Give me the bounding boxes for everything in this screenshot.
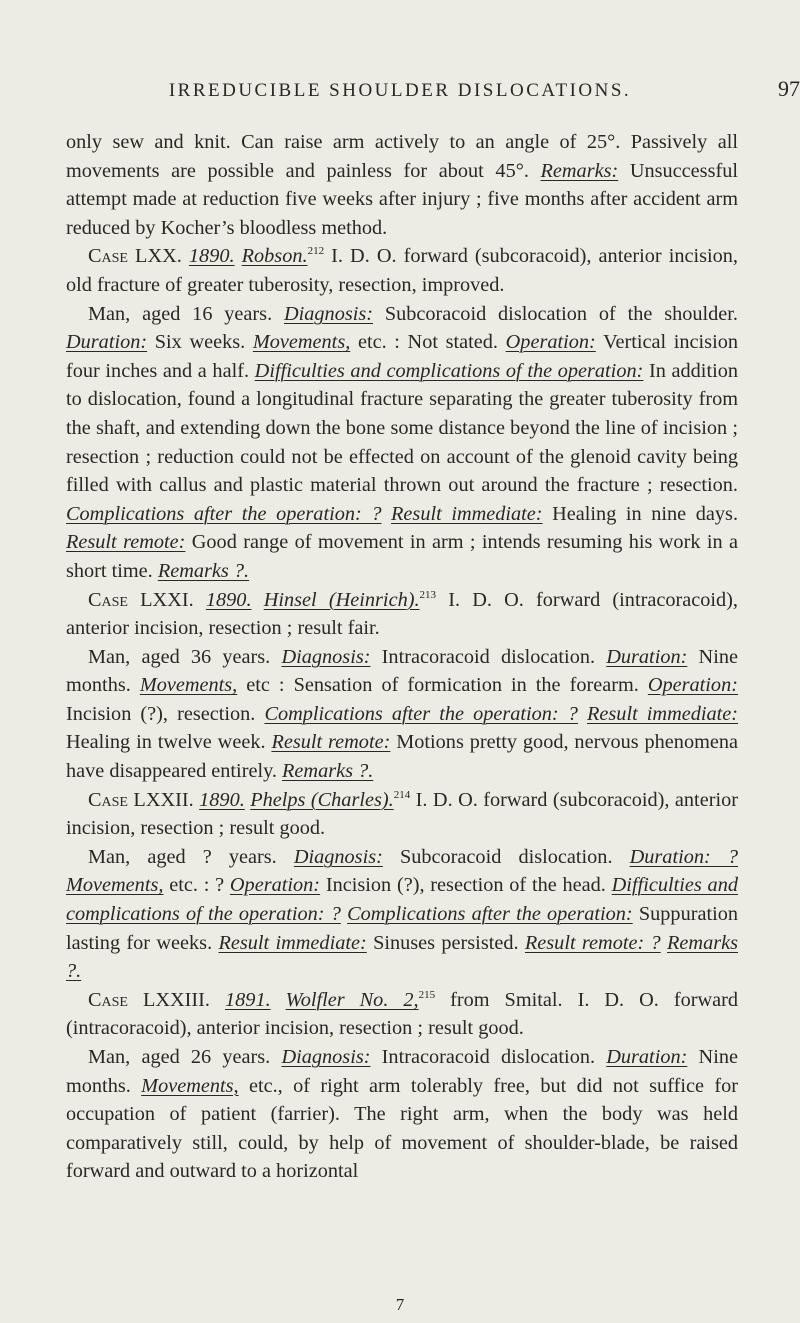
case-label: Case LXX. bbox=[88, 245, 182, 268]
movements-text: etc., of right arm tolerably free, but did not suffice for occupation of patient (farrier). The right arm, when the body was held comparatively still, could, by help of movement of shoulder-blade, be raised forward and outward to a horizontal bbox=[66, 1074, 738, 1183]
case-71-details bbox=[66, 643, 738, 786]
remarks-label: Remarks ?. bbox=[66, 931, 739, 983]
case-70-details bbox=[66, 300, 738, 586]
page-number: 97 bbox=[778, 76, 800, 101]
result-immediate-text: Healing in twelve week. bbox=[66, 731, 272, 754]
result-remote-text: Good range of movement in arm ; intends resuming his work in a short time. bbox=[66, 531, 738, 582]
movements-text: etc. : Not stated. bbox=[350, 331, 506, 354]
result-immediate-label: Result immediate: bbox=[391, 502, 543, 525]
duration-text: Six weeks. bbox=[147, 331, 253, 354]
case-title: I. D. O. forward (intracoracoid), anterior incision, resection ; result fair. bbox=[66, 588, 738, 640]
result-remote-label: Result remote: bbox=[271, 731, 391, 754]
difficulties-label: Difficulties and complications of the operation: ? bbox=[66, 874, 738, 926]
movements-text: etc : Sensation of formication in the forearm. bbox=[237, 674, 648, 697]
case-author: Robson. bbox=[241, 245, 308, 268]
duration-text: Nine months. bbox=[66, 1046, 738, 1097]
case-year: 1890. bbox=[205, 588, 252, 611]
footnote-ref: 215 bbox=[418, 989, 436, 1002]
duration-label: Duration: bbox=[606, 645, 688, 668]
case-label: Case LXXI. bbox=[88, 588, 194, 611]
remarks-label: Remarks: bbox=[540, 159, 619, 182]
remarks-label: Remarks ?. bbox=[157, 559, 250, 582]
operation-label: Operation: bbox=[229, 874, 321, 897]
result-immediate-text: Sinuses persisted. bbox=[366, 931, 525, 954]
result-immediate-text: Healing in nine days. bbox=[542, 502, 739, 525]
patient: Man, aged 26 years. bbox=[88, 1046, 282, 1068]
case-label: Case LXXII. bbox=[88, 788, 194, 811]
diagnosis-text: Subcoracoid dislocation. bbox=[382, 845, 630, 868]
result-remote-label: Result remote: bbox=[66, 531, 186, 554]
movements-label: Movements, bbox=[139, 674, 238, 697]
case-label: Case LXXIII. bbox=[88, 988, 210, 1011]
difficulties-label: Difficulties and complications of the operation: bbox=[254, 359, 644, 382]
duration-label: Duration: bbox=[606, 1046, 688, 1068]
case-title: from Smital. I. D. O. forward (intracoracoid), anterior incision, resection ; result good. bbox=[66, 988, 739, 1040]
difficulties-text: In addition to dislocation, found a longitudinal fracture separating the greater tuberosity from the shaft, and extending down the bone some distance beyond the line of incision ; resection ; reduction could not be effected on account of the glenoid cavity being filled with callus and plastic material thrown out around the fracture ; resection. bbox=[66, 359, 738, 497]
signature-mark: 7 bbox=[395, 1295, 405, 1314]
complications-label: Complications after the operation: bbox=[347, 903, 633, 926]
operation-text: Vertical incision four inches and a half. bbox=[66, 331, 738, 382]
duration-text: Nine months. bbox=[66, 645, 738, 697]
running-title: IRREDUCIBLE SHOULDER DISLOCATIONS. bbox=[168, 80, 632, 101]
diagnosis-label: Diagnosis: bbox=[281, 1046, 371, 1068]
operation-label: Operation: bbox=[505, 331, 596, 354]
patient: Man, aged ? years. bbox=[88, 845, 294, 868]
case-73-details bbox=[66, 1043, 738, 1186]
diagnosis-text: Intracoracoid dislocation. bbox=[370, 1046, 607, 1068]
result-immediate-label: Result immediate: bbox=[218, 931, 367, 954]
case-71-heading bbox=[66, 586, 738, 643]
footnote-ref: 213 bbox=[419, 588, 437, 601]
case-title: I. D. O. forward (subcoracoid), anterior incision, old fracture of greater tuberosity, resection, improved. bbox=[66, 245, 738, 296]
diagnosis-label: Diagnosis: bbox=[293, 845, 383, 868]
patient: Man, aged 36 years. bbox=[88, 645, 282, 668]
complications-label: Complications after the operation: ? bbox=[66, 502, 382, 525]
remarks-text: Unsuccessful attempt made at reduction five weeks after injury ; five months after accident arm reduced by Kocher’s bloodless method. bbox=[66, 159, 738, 239]
intro-paragraph bbox=[66, 128, 738, 242]
movements-label: Movements, bbox=[141, 1074, 239, 1097]
complications-label: Complications after the operation: ? bbox=[264, 702, 578, 725]
operation-label: Operation: bbox=[647, 674, 738, 697]
movements-label: Movements, bbox=[66, 874, 164, 897]
body-text bbox=[66, 128, 738, 1186]
result-remote-text: Motions pretty good, nervous phenomena have disappeared entirely. bbox=[66, 731, 739, 783]
case-70-heading bbox=[66, 242, 738, 299]
case-author: Wolfler No. 2, bbox=[285, 988, 419, 1011]
complications-text: Suppuration lasting for weeks. bbox=[66, 903, 739, 954]
case-72-heading bbox=[66, 786, 738, 843]
footnote-ref: 212 bbox=[307, 245, 325, 258]
case-author: Hinsel (Heinrich). bbox=[263, 588, 420, 611]
result-remote-label: Result remote: ? bbox=[524, 931, 661, 954]
case-author: Phelps (Charles). bbox=[250, 788, 394, 811]
operation-text: Incision (?), resection of the head. bbox=[320, 874, 612, 897]
case-year: 1891. bbox=[225, 988, 271, 1011]
patient: Man, aged 16 years. bbox=[88, 302, 284, 325]
case-title: I. D. O. forward (subcoracoid), anterior incision, resection ; result good. bbox=[66, 788, 738, 840]
case-year: 1890. bbox=[188, 245, 235, 268]
remarks-label: Remarks ?. bbox=[282, 760, 374, 783]
intro-text: only sew and knit. Can raise arm actively to an angle of 25°. Passively all movements are possible and painless for about 45°. bbox=[66, 131, 738, 182]
movements-text: etc. : ? bbox=[163, 874, 230, 897]
result-immediate-label: Result immediate: bbox=[587, 702, 739, 725]
diagnosis-label: Diagnosis: bbox=[283, 302, 374, 325]
duration-label: Duration: ? bbox=[629, 845, 738, 868]
case-72-details bbox=[66, 843, 738, 986]
diagnosis-label: Diagnosis: bbox=[281, 645, 371, 668]
footnote-ref: 214 bbox=[393, 788, 411, 801]
case-73-heading bbox=[66, 986, 738, 1043]
diagnosis-text: Subcoracoid dislocation of the shoulder. bbox=[373, 302, 738, 325]
movements-label: Movements, bbox=[252, 331, 351, 354]
duration-label: Duration: bbox=[66, 331, 148, 354]
diagnosis-text: Intracoracoid dislocation. bbox=[370, 645, 607, 668]
case-year: 1890. bbox=[199, 788, 245, 811]
operation-text: Incision (?), resection. bbox=[66, 702, 265, 725]
